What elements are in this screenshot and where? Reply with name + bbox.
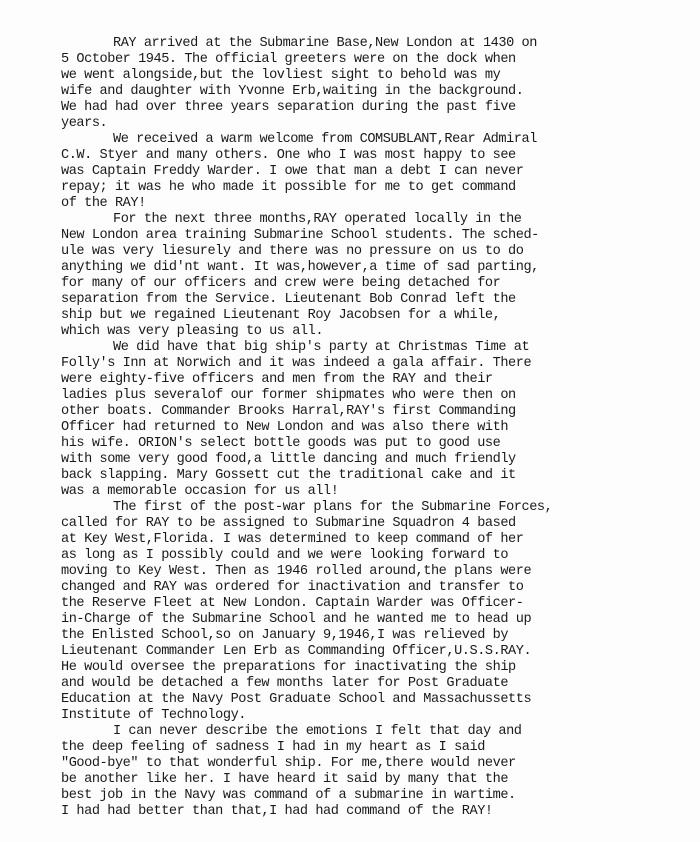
text-line: the Enlisted School,so on January 9,1946,I was relieved by <box>61 628 509 643</box>
text-line: Officer had returned to New London and was also there with <box>61 420 509 435</box>
text-line: was a memorable occasion for us all! <box>61 484 339 499</box>
text-line: I can never describe the emotions I felt that day and <box>113 724 522 739</box>
text-line: other boats. Commander Brooks Harral,RAY's first Commanding <box>61 404 516 419</box>
text-line: with some very good food,a little dancing and much friendly <box>61 452 516 467</box>
text-line: ship but we regained Lieutenant Roy Jacobsen for a while, <box>61 308 501 323</box>
text-line: Institute of Technology. <box>61 708 246 723</box>
text-line: Lieutenant Commander Len Erb as Commanding Officer,U.S.S.RAY. <box>61 644 532 659</box>
text-line: Education at the Navy Post Graduate School and Massachussetts <box>61 692 532 707</box>
text-line: moving to Key West. Then as 1946 rolled around,the plans were <box>61 564 532 579</box>
text-line: was Captain Freddy Warder. I owe that man a debt I can never <box>61 164 524 179</box>
text-line: I had had better than that,I had had command of the RAY! <box>61 804 493 819</box>
text-line: New London area training Submarine School students. The sched- <box>61 228 539 243</box>
text-line: of the RAY! <box>61 196 146 211</box>
text-line: The first of the post-war plans for the Submarine Forces, <box>113 500 553 515</box>
text-line: and would be detached a few months later for Post Graduate <box>61 676 509 691</box>
text-line: we went alongside,but the lovliest sight to behold was my <box>61 68 501 83</box>
text-line: in-Charge of the Submarine School and he wanted me to head up <box>61 612 532 627</box>
text-line: RAY arrived at the Submarine Base,New London at 1430 on <box>113 36 537 51</box>
text-line: the Reserve Fleet at New London. Captain Warder was Officer- <box>61 596 524 611</box>
text-line: called for RAY to be assigned to Submarine Squadron 4 based <box>61 516 516 531</box>
text-line: at Key West,Florida. I was determined to keep command of her <box>61 532 524 547</box>
text-line: ladies plus severalof our former shipmates who were then on <box>61 388 516 403</box>
text-line: wife and daughter with Yvonne Erb,waiting in the background. <box>61 84 524 99</box>
text-line: C.W. Styer and many others. One who I was most happy to see <box>61 148 516 163</box>
text-line: anything we did'nt want. It was,however,a time of sad parting, <box>61 260 539 275</box>
text-line: for many of our officers and crew were being detached for <box>61 276 501 291</box>
text-line: were eighty-five officers and men from the RAY and their <box>61 372 493 387</box>
text-line: changed and RAY was ordered for inactivation and transfer to <box>61 580 524 595</box>
text-line: We did have that big ship's party at Christmas Time at <box>113 340 530 355</box>
text-line: which was very pleasing to us all. <box>61 324 324 339</box>
text-line: 5 October 1945. The official greeters were on the dock when <box>61 52 516 67</box>
text-line: be another like her. I have heard it said by many that the <box>61 772 509 787</box>
text-line: the deep feeling of sadness I had in my heart as I said <box>61 740 485 755</box>
text-line: Folly's Inn at Norwich and it was indeed a gala affair. There <box>61 356 532 371</box>
text-line: best job in the Navy was command of a submarine in wartime. <box>61 788 516 803</box>
text-line: He would oversee the preparations for inactivating the ship <box>61 660 516 675</box>
text-line: We had had over three years separation during the past five <box>61 100 516 115</box>
text-line: We received a warm welcome from COMSUBLANT,Rear Admiral <box>113 132 537 147</box>
text-line: For the next three months,RAY operated locally in the <box>113 212 522 227</box>
text-line: back slapping. Mary Gossett cut the traditional cake and it <box>61 468 516 483</box>
text-line: as long as I possibly could and we were looking forward to <box>61 548 509 563</box>
text-line: separation from the Service. Lieutenant Bob Conrad left the <box>61 292 516 307</box>
text-line: ule was very liesurely and there was no pressure on us to do <box>61 244 524 259</box>
text-line: his wife. ORION's select bottle goods was put to good use <box>61 436 501 451</box>
text-line: repay; it was he who made it possible for me to get command <box>61 180 516 195</box>
text-line: years. <box>61 116 108 131</box>
text-line: "Good-bye" to that wonderful ship. For me,there would never <box>61 756 516 771</box>
